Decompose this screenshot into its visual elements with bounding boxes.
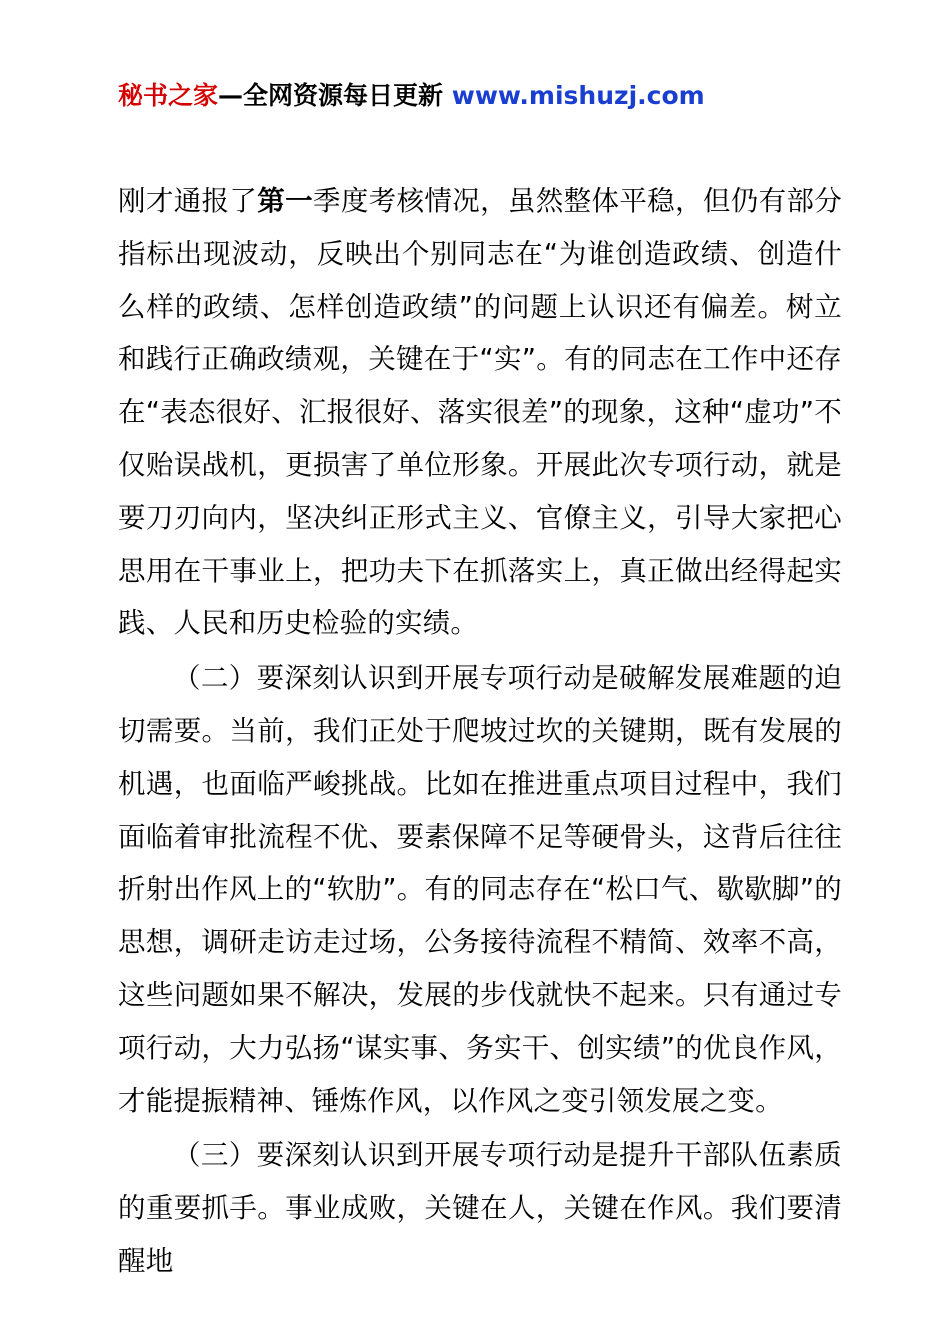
site-brand: 秘书之家 <box>118 81 219 110</box>
paragraph <box>118 175 842 650</box>
site-watermark-header <box>118 78 842 113</box>
document-body <box>118 175 842 1288</box>
site-url[interactable]: www.mishuzj.com <box>451 81 705 110</box>
site-tagline: —全网资源每日更新 <box>218 81 452 110</box>
paragraph <box>118 652 842 1127</box>
text-run: （二）要深刻认识到开展专项行动是破解发展难题的迫切需要。当前，我们正处于爬坡过坎的关键期，既有发展的机遇，也面临严峻挑战。比如在推进重点项目过程中，我们面临着审批流程不优、要素保障不足等硬骨头，这背后往往折射出作风上的“软肋”。有的同志存在“松口气、歇歇脚”的思想，调研走访走过场，公务接待流程不精简、效率不高，这些问题如果不解决，发展的步伐就快不起来。只有通过专项行动，大力弘扬“谋实事、务实干、创实绩”的优良作风，才能提振精神、锤炼作风，以作风之变引领发展之变。 <box>118 662 842 1117</box>
emphasis-text: 第一 <box>257 185 313 217</box>
paragraph <box>118 1129 842 1287</box>
text-run: 季度考核情况，虽然整体平稳，但仍有部分指标出现波动，反映出个别同志在“为谁创造政绩、创造什么样的政绩、怎样创造政绩”的问题上认识还有偏差。树立和践行正确政绩观，关键在于“实”。有的同志在工作中还存在“表态很好、汇报很好、落实很差”的现象，这种“虚功”不仅贻误战机，更损害了单位形象。开展此次专项行动，就是要刀刃向内，坚决纠正形式主义、官僚主义，引导大家把心思用在干事业上，把功夫下在抓落实上，真正做出经得起实践、人民和历史检验的实绩。 <box>118 185 842 640</box>
text-run: 刚才通报了 <box>118 185 258 217</box>
text-run: （三）要深刻认识到开展专项行动是提升干部队伍素质的重要抓手。事业成败，关键在人，关键在作风。我们要清醒地 <box>118 1139 842 1277</box>
